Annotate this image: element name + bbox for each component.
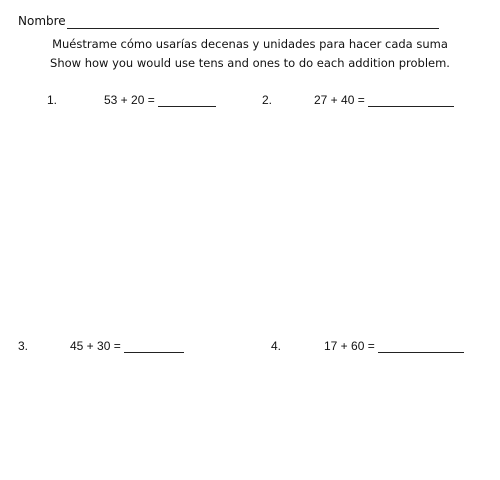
problem-number: 4. <box>271 339 282 353</box>
name-row <box>18 13 439 29</box>
name-blank[interactable] <box>67 14 439 29</box>
answer-blank[interactable] <box>378 340 464 353</box>
problem-4 <box>0 339 500 355</box>
problem-number: 3. <box>18 339 29 353</box>
problem-equation: 17 + 60 = <box>324 339 375 353</box>
problem-equation: 53 + 20 = <box>104 93 155 107</box>
problem-number: 1. <box>47 93 58 107</box>
problem-equation: 27 + 40 = <box>314 93 365 107</box>
problem-2 <box>0 93 500 109</box>
name-label: Nombre <box>18 14 66 28</box>
problem-number: 2. <box>262 93 273 107</box>
problem-equation: 45 + 30 = <box>70 339 121 353</box>
instructions-english: Show how you would use tens and ones to do each addition problem. <box>50 56 450 70</box>
answer-blank[interactable] <box>368 94 454 107</box>
instructions-spanish: Muéstrame cómo usarías decenas y unidades para hacer cada suma <box>52 37 448 51</box>
